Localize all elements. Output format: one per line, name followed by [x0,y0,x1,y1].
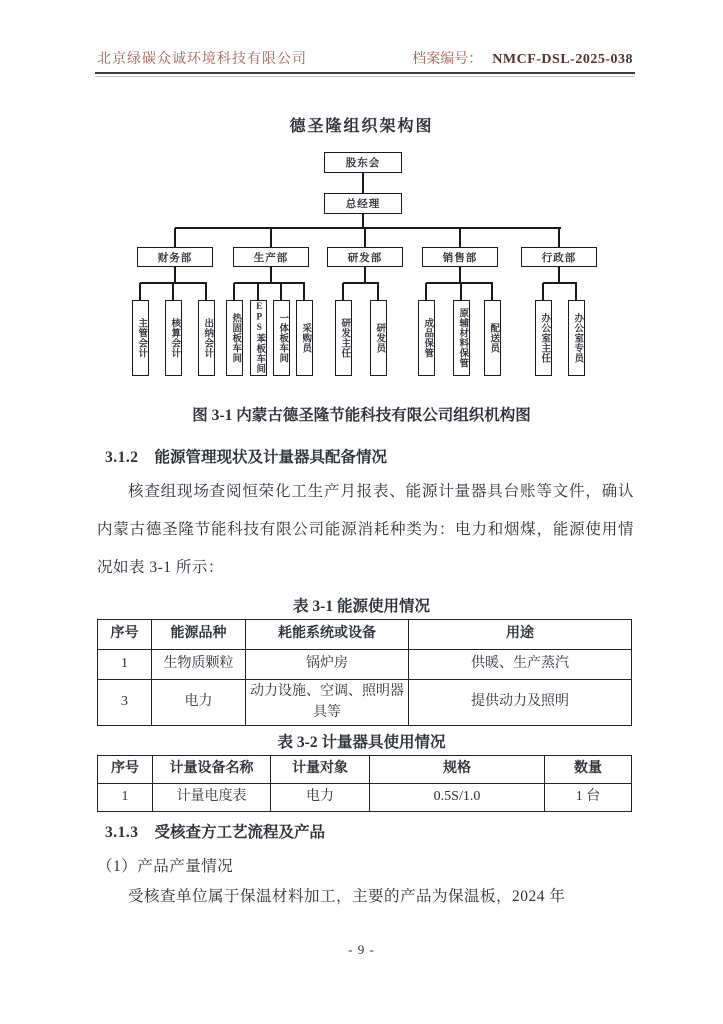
orgchart-role: 核算会计 [165,300,182,376]
energy-use-table [97,619,632,726]
connector-line [542,283,544,300]
cell: 1 [98,650,152,680]
orgchart-role: 一体板车间 [273,300,290,376]
orgchart-role: 配送员 [484,300,501,376]
orgchart-role: 研发主任 [335,300,352,376]
cell: 电力 [152,680,246,726]
orgchart-dept-admin: 行政部 [521,247,597,267]
cell: 1 台 [545,784,632,812]
archive-number-group [412,48,633,68]
col-header: 用途 [409,620,632,650]
orgchart-role: 热固板车间 [226,300,243,376]
connector-line [172,283,174,300]
cell: 锅炉房 [246,650,409,680]
body-paragraph: 受核查单位属于保温材料加工，主要的产品为保温板，2024 年 [128,888,566,905]
connector-line [460,283,462,300]
page-header [97,48,633,68]
cell: 0.5S/1.0 [370,784,545,812]
col-header: 计量对象 [271,756,370,784]
orgchart-node-root: 股东会 [324,152,402,173]
table-header-row [98,620,632,650]
connector-line [543,282,577,284]
connector-line [425,283,427,300]
table-row [98,650,632,680]
orgchart-dept-production: 生产部 [233,247,309,267]
col-header: 耗能系统或设备 [246,620,409,650]
list-item-product-output: （1）产品产量情况 [97,858,234,875]
company-name: 北京绿碳众诚环境科技有限公司 [97,52,307,67]
connector-line [558,228,560,247]
archive-label: 档案编号： [412,52,483,67]
archive-number: NMCF-DSL-2025-038 [492,52,633,67]
meter-table [97,755,632,812]
body-paragraph: 核查组现场查阅恒荣化工生产月报表、能源计量器具台账等文件，确认内蒙古德圣隆节能科技有限公司能源消耗种类为：电力和烟煤，能源使用情况如表 3-1 所示： [97,483,634,576]
cell: 提供动力及照明 [409,680,632,726]
header-rule-echo [95,76,635,77]
connector-line [491,283,493,300]
orgchart-role: 出纳会计 [198,300,215,376]
orgchart-role: 采购员 [296,300,313,376]
section-heading-312 [105,445,387,467]
table-row [98,680,632,726]
cell: 供暖、生产蒸汽 [409,650,632,680]
section-heading-313 [105,820,325,842]
connector-line [270,267,272,283]
connector-line [377,283,379,300]
orgchart-node-manager: 总经理 [324,193,402,214]
col-header: 能源品种 [152,620,246,650]
connector-line [139,283,141,300]
figure-caption: 图 3-1 内蒙古德圣隆节能科技有限公司组织机构图 [192,407,531,424]
connector-line [270,228,272,247]
orgchart-dept-sales: 销售部 [422,247,498,267]
cell: 1 [98,784,153,812]
col-header: 数量 [545,756,632,784]
connector-line [364,228,366,247]
connector-line [575,283,577,300]
cell: 电力 [271,784,370,812]
cell: 生物质颗粒 [152,650,246,680]
orgchart-role: 研发员 [370,300,387,376]
connector-line [558,267,560,283]
connector-line [362,173,364,193]
orgchart-role: 成品保管 [418,300,435,376]
table1-title: 表 3-1 能源使用情况 [293,598,430,615]
cell: 动力设施、空调、照明器具等 [246,680,409,726]
connector-line [362,214,364,228]
connector-line [205,283,207,300]
connector-line [342,283,344,300]
connector-line [364,267,366,283]
col-header: 规格 [370,756,545,784]
section-number: 3.1.3 [105,824,139,841]
connector-line [257,283,259,300]
connector-line [233,283,235,300]
section-number: 3.1.2 [105,449,139,466]
connector-line [174,267,176,283]
cell: 3 [98,680,152,726]
table2-title: 表 3-2 计量器具使用情况 [277,734,446,751]
connector-line [174,228,176,247]
orgchart-role: 办公室专员 [568,300,585,376]
connector-line [459,267,461,283]
col-header: 序号 [98,620,152,650]
connector-line [343,282,379,284]
orgchart-role: 原辅材料保管 [453,300,470,376]
connector-line [303,283,305,300]
col-header: 计量设备名称 [153,756,271,784]
orgchart-title: 德圣隆组织架构图 [289,118,434,135]
connector-line [234,282,305,284]
orgchart-role: 办公室主任 [535,300,552,376]
header-rule [95,72,635,74]
orgchart-role: EPS苯板车间 [250,300,267,376]
table-row [98,784,632,812]
section-title: 能源管理现状及计量器具配备情况 [154,449,388,466]
page-number: - 9 - [348,942,375,957]
table-header-row [98,756,632,784]
col-header: 序号 [98,756,153,784]
orgchart-dept-rnd: 研发部 [327,247,403,267]
connector-line [175,227,561,229]
connector-line [459,228,461,247]
cell: 计量电度表 [153,784,271,812]
orgchart-role: 主管会计 [132,300,149,376]
connector-line [280,283,282,300]
section-title: 受核查方工艺流程及产品 [154,824,326,841]
orgchart-dept-finance: 财务部 [137,247,213,267]
